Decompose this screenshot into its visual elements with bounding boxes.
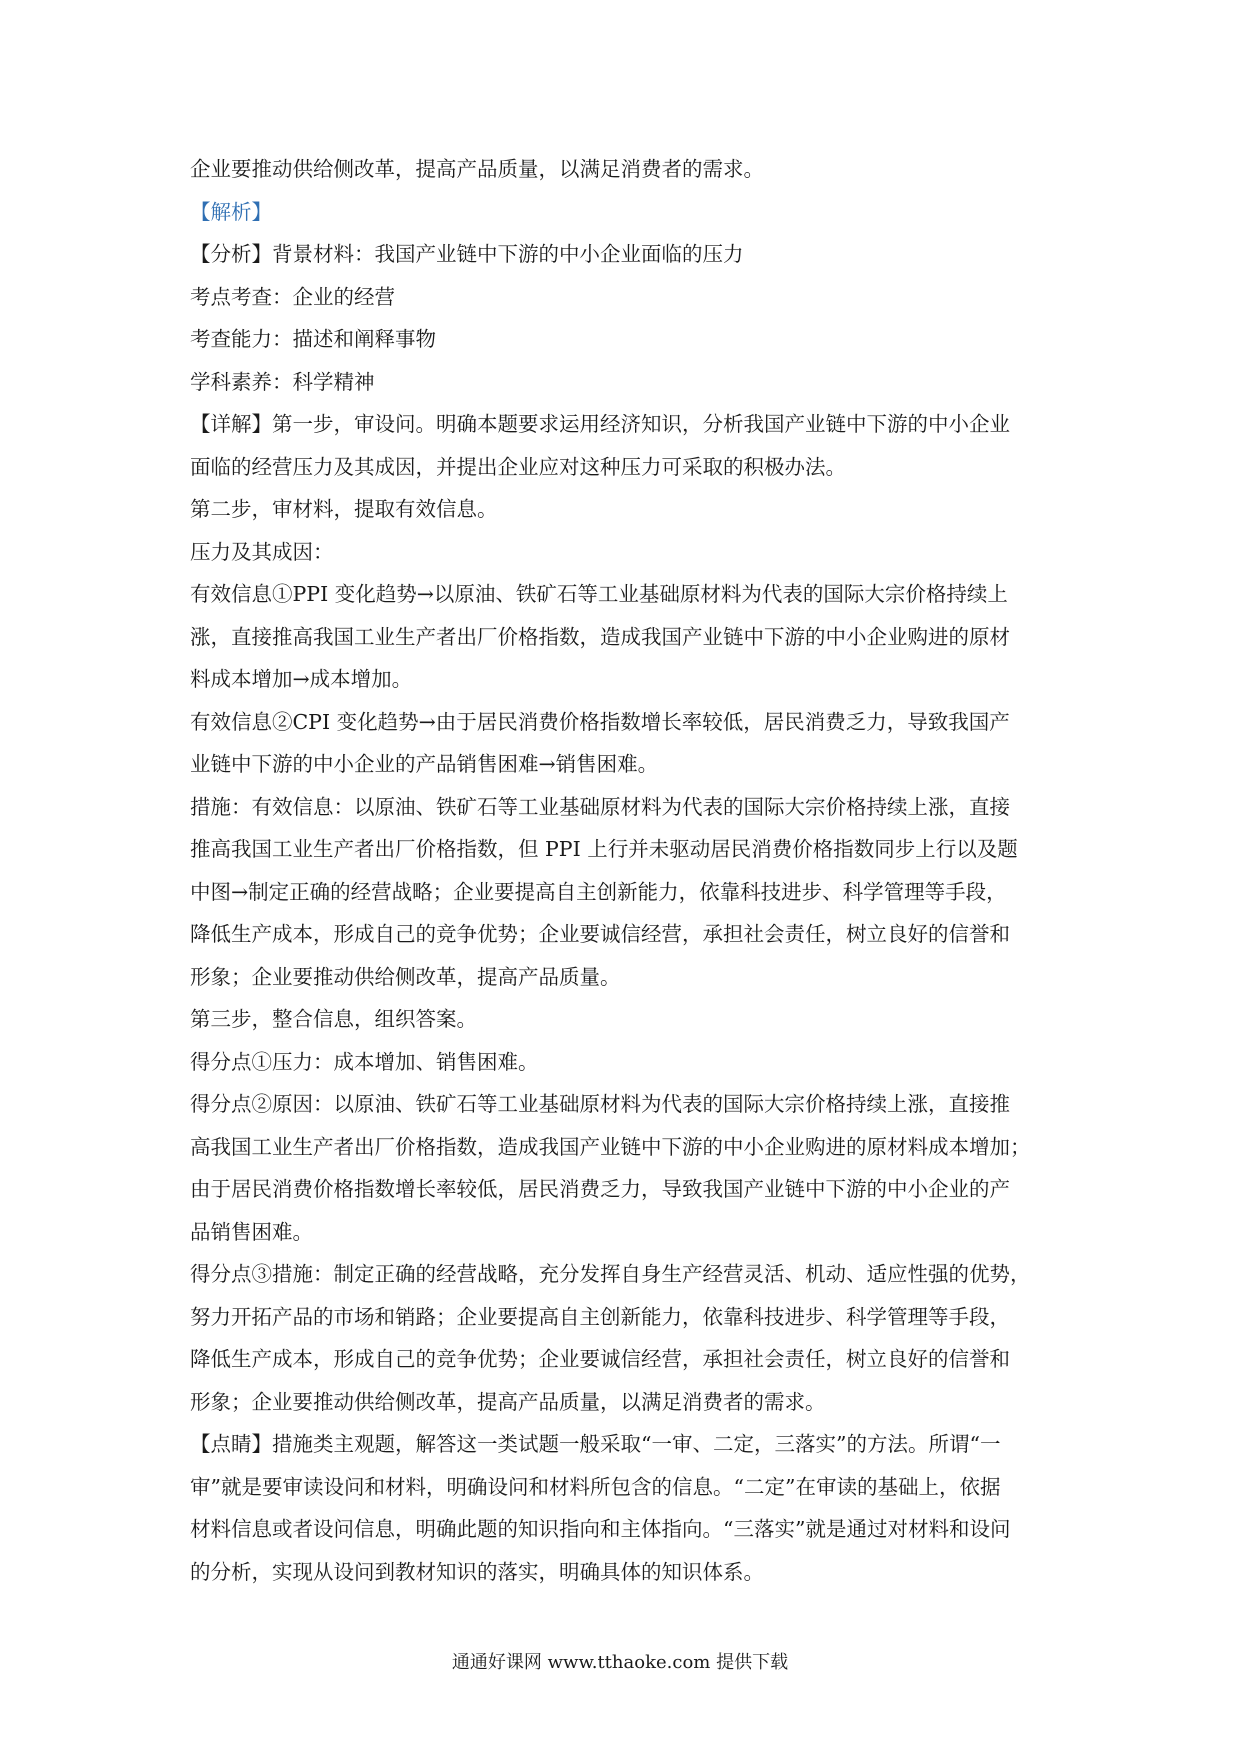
text-line: 面临的经营压力及其成因，并提出企业应对这种压力可采取的积极办法。 xyxy=(190,454,846,479)
text-line: 有效信息②CPI 变化趋势→由于居民消费价格指数增长率较低，居民消费乏力，导致我国产 xyxy=(190,709,1010,734)
text-line: 降低生产成本，形成自己的竞争优势；企业要诚信经营，承担社会责任，树立良好的信誉和 xyxy=(190,1347,1010,1371)
text-line: 业链中下游的中小企业的产品销售困难→销售困难。 xyxy=(190,752,659,776)
text-line: 降低生产成本，形成自己的竞争优势；企业要诚信经营，承担社会责任，树立良好的信誉和 xyxy=(190,922,1010,946)
text-line: 措施：有效信息：以原油、铁矿石等工业基础原材料为代表的国际大宗价格持续上涨，直接 xyxy=(190,794,1010,819)
text-line: 得分点①压力：成本增加、销售困难。 xyxy=(190,1049,539,1074)
text-line: 【详解】第一步，审设问。明确本题要求运用经济知识，分析我国产业链中下游的中小企业 xyxy=(190,412,1010,436)
text-line: 压力及其成因： xyxy=(190,539,334,564)
page-footer: 通通好课网 www.tthaoke.com 提供下载 xyxy=(451,1652,789,1673)
text-line: 形象；企业要推动供给侧改革，提高产品质量。 xyxy=(190,964,621,989)
text-line: 考查能力：描述和阐释事物 xyxy=(190,327,436,351)
text-line: 【点睛】措施类主观题，解答这一类试题一般采取“一审、二定，三落实”的方法。所谓“一 xyxy=(190,1432,1001,1456)
text-line: 得分点③措施：制定正确的经营战略，充分发挥自身生产经营灵活、机动、适应性强的优势， xyxy=(190,1262,1031,1286)
text-line: 企业要推动供给侧改革，提高产品质量，以满足消费者的需求。 xyxy=(190,157,764,181)
section-heading-analysis: 【解析】 xyxy=(190,199,272,224)
text-line: 第二步，审材料，提取有效信息。 xyxy=(190,497,498,521)
text-line: 中图→制定正确的经营战略；企业要提高自主创新能力，依靠科技进步、科学管理等手段， xyxy=(190,879,1007,904)
document-body xyxy=(190,148,1070,1593)
text-line: 努力开拓产品的市场和销路；企业要提高自主创新能力，依靠科技进步、科学管理等手段， xyxy=(190,1304,1010,1329)
text-line: 形象；企业要推动供给侧改革，提高产品质量，以满足消费者的需求。 xyxy=(190,1389,826,1414)
text-line: 的分析，实现从设问到教材知识的落实，明确具体的知识体系。 xyxy=(190,1559,764,1584)
text-line: 由于居民消费价格指数增长率较低，居民消费乏力，导致我国产业链中下游的中小企业的产 xyxy=(190,1177,1010,1201)
text-line: 材料信息或者设问信息，明确此题的知识指向和主体指向。“三落实”就是通过对材料和设问 xyxy=(190,1517,1011,1541)
text-line: 第三步，整合信息，组织答案。 xyxy=(190,1007,477,1031)
text-line: 【分析】背景材料：我国产业链中下游的中小企业面临的压力 xyxy=(190,242,744,266)
text-line: 品销售困难。 xyxy=(190,1219,313,1244)
text-line: 学科素养：科学精神 xyxy=(190,369,375,394)
text-line: 有效信息①PPI 变化趋势→以原油、铁矿石等工业基础原材料为代表的国际大宗价格持续上 xyxy=(190,582,1008,606)
text-line: 料成本增加→成本增加。 xyxy=(190,667,413,691)
text-line: 涨，直接推高我国工业生产者出厂价格指数，造成我国产业链中下游的中小企业购进的原材 xyxy=(190,624,1010,649)
text-line: 推高我国工业生产者出厂价格指数，但 PPI 上行并未驱动居民消费价格指数同步上行以及题 xyxy=(190,837,1018,861)
text-line: 得分点②原因：以原油、铁矿石等工业基础原材料为代表的国际大宗价格持续上涨，直接推 xyxy=(190,1092,1010,1116)
text-line: 高我国工业生产者出厂价格指数，造成我国产业链中下游的中小企业购进的原材料成本增加； xyxy=(190,1134,1031,1159)
text-line: 考点考查：企业的经营 xyxy=(190,284,395,309)
text-line: 审”就是要审读设问和材料，明确设问和材料所包含的信息。“二定”在审读的基础上，依据 xyxy=(190,1474,1001,1499)
